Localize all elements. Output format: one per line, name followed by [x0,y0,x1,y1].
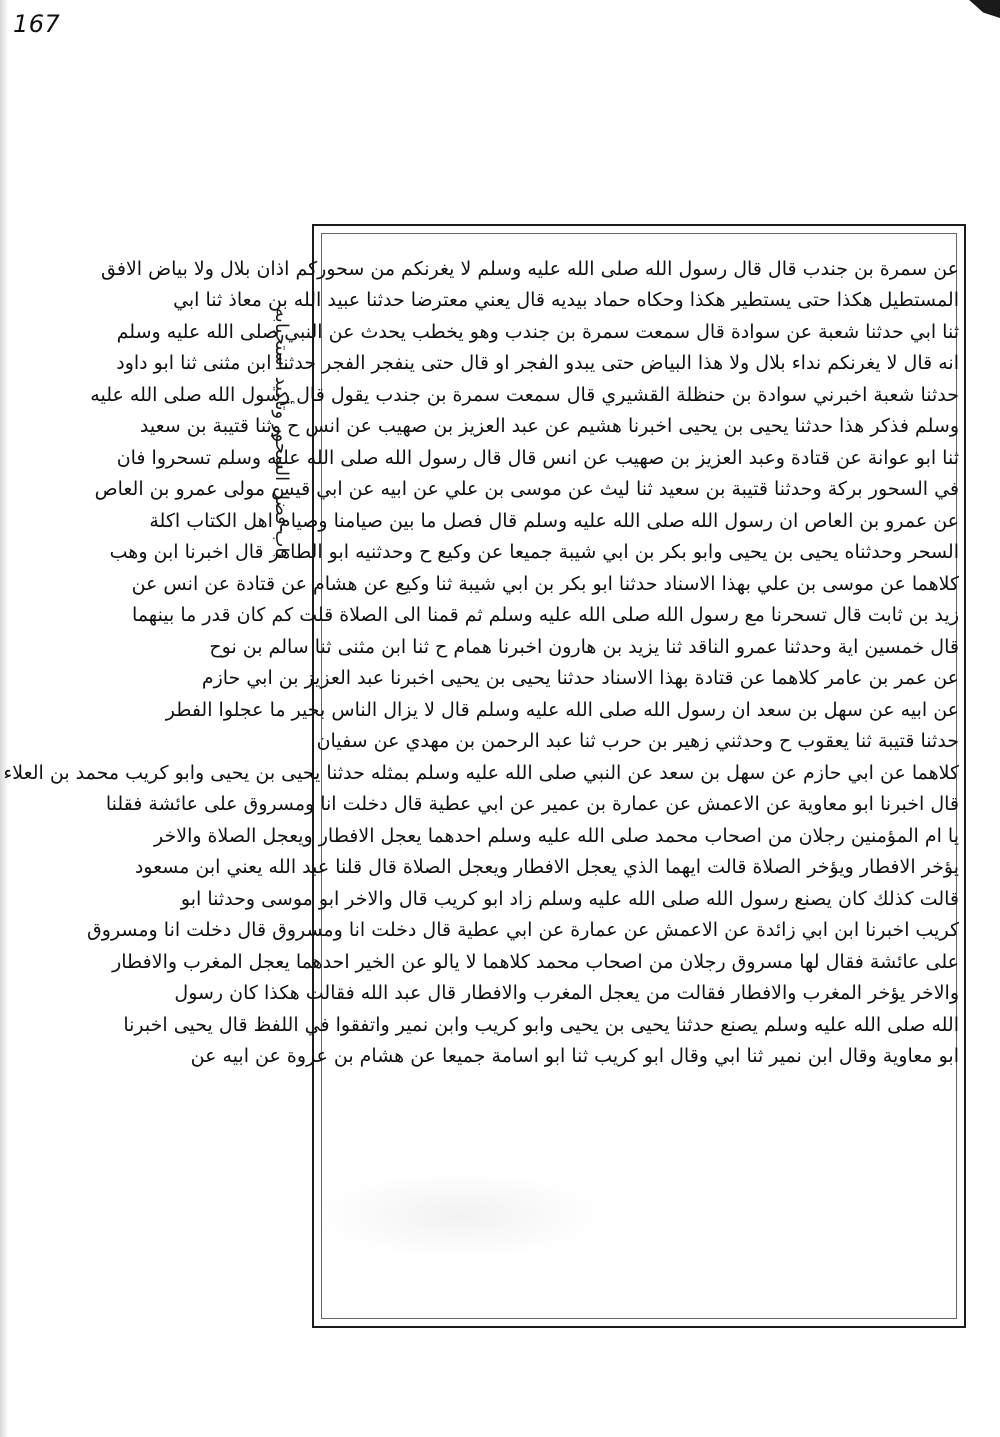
manuscript-line-21: قالت كذلك كان يصنع رسول الله صلى الله عليه وسلم زاد ابو كريب قال والاخر ابو موسى وحدثنا ابو [180,888,959,910]
manuscript-line-24: والاخر يؤخر المغرب والافطار فقالت من يعجل المغرب والافطار قال عبد الله فقالت هكذا كان رسول [174,982,959,1004]
page-number: 167 [13,10,61,38]
manuscript-line-15: عن ابيه عن سهل بن سعد ان رسول الله صلى الله عليه وسلم قال لا يزال الناس بخير ما عجلوا الفطر [165,699,959,721]
manuscript-line-11: كلاهما عن موسى بن علي بهذا الاسناد حدثنا ابو بكر بن ابي شيبة ثنا وكيع عن هشام عن قتادة عن انس عن [131,573,959,595]
manuscript-line-7: ثنا ابو عوانة عن قتادة وعبد العزيز بن صهيب عن انس قال قال رسول الله صلى الله عليه وسلم تسحروا فان [116,447,959,469]
manuscript-line-23: على عائشة فقال لها مسروق رجلان من اصحاب محمد كلاهما لا يالو عن الخير احدهما يعجل المغرب والافطار [112,951,959,973]
page-spine-edge [0,0,8,1437]
manuscript-line-5: حدثنا شعبة اخبرني سوادة بن حنظلة القشيري قال سمعت سمرة بن جندب يقول قال رسول الله صلى الله عليه [90,384,959,406]
manuscript-line-16: حدثنا قتيبة ثنا يعقوب ح وحدثني زهير بن حرب ثنا عبد الرحمن بن مهدي عن سفيان [316,730,959,752]
manuscript-line-12: زيد بن ثابت قال تسحرنا مع رسول الله صلى الله عليه وسلم ثم قمنا الى الصلاة قلت كم كان قدر ما بينهما [132,604,959,626]
manuscript-line-2: المستطيل هكذا حتى يستطير هكذا وحكاه حماد بيديه قال يعني معترضا حدثنا عبيد الله بن معاذ ثنا ابي [173,289,959,311]
manuscript-line-9: عن عمرو بن العاص ان رسول الله صلى الله عليه وسلم قال فصل ما بين صيامنا وصيام اهل الكتاب اكلة [149,510,959,532]
manuscript-line-22: كريب اخبرنا ابن ابي زائدة عن الاعمش عن عمارة عن ابي عطية قال دخلت انا ومسروق قال دخلت انا ومسروق [87,919,959,941]
manuscript-line-10: السحر وحدثناه يحيى بن يحيى وابو بكر بن ابي شيبة جميعا عن وكيع ح وحدثنيه ابو الطاهر قال اخبرنا ابن وهب [109,541,959,563]
margin-chapter-heading-text: باب فضل السحور وتأكيد استحبابه [271,308,292,558]
manuscript-line-17: كلاهما عن ابي حازم عن سهل بن سعد عن النبي صلى الله عليه وسلم بمثله حدثنا يحيى بن يحيى وابو كريب محمد بن العلاء [3,762,959,784]
manuscript-line-13: قال خمسين اية وحدثنا عمرو الناقد ثنا يزيد بن هارون اخبرنا همام ح ثنا ابن مثنى ثنا سالم بن نوح [209,636,959,658]
manuscript-line-14: عن عمر بن عامر كلاهما عن قتادة بهذا الاسناد حدثنا يحيى بن يحيى اخبرنا عبد العزيز بن ابي حازم [201,667,959,689]
scan-corner-mark [956,0,1000,18]
manuscript-line-3: ثنا ابي حدثنا شعبة عن سوادة قال سمعت سمرة بن جندب وهو يخطب يحدث عن النبي صلى الله عليه وسلم [116,321,959,343]
manuscript-line-1: عن سمرة بن جندب قال قال رسول الله صلى الله عليه وسلم لا يغرنكم من سحوركم اذان بلال ولا بياض الافق [101,258,959,280]
manuscript-line-4: انه قال لا يغرنكم نداء بلال ولا هذا البياض حتى يبدو الفجر او قال حتى ينفجر الفجر حدثنا ابن مثنى ثنا ابو داود [116,352,959,374]
manuscript-line-8: في السحور بركة وحدثنا قتيبة بن سعيد ثنا ليث عن موسى بن علي عن ابيه عن ابي قيس مولى عمرو بن العاص [94,478,959,500]
manuscript-line-19: يا ام المؤمنين رجلان من اصحاب محمد صلى الله عليه وسلم احدهما يعجل الافطار ويعجل الصلاة والاخر [154,825,959,847]
manuscript-line-6: وسلم فذكر هذا حدثنا يحيى بن يحيى اخبرنا هشيم عن عبد العزيز بن صهيب عن انس ح وثنا قتيبة بن سعيد [139,415,959,437]
manuscript-line-25: الله صلى الله عليه وسلم يصنع حدثنا يحيى بن يحيى وابو كريب وابن نمير واتفقوا في اللفظ قال يحيى اخبرنا [123,1014,959,1036]
manuscript-line-20: يؤخر الافطار ويؤخر الصلاة قالت ايهما الذي يعجل الافطار ويعجل الصلاة قال قلنا عبد الله يعني ابن مسعود [134,856,959,878]
manuscript-line-18: قال اخبرنا ابو معاوية عن الاعمش عن عمارة بن عمير عن ابي عطية قال دخلت انا ومسروق على عائشة فقلنا [105,793,959,815]
manuscript-line-26: ابو معاوية وقال ابن نمير ثنا ابي وقال ابو كريب ثنا ابو اسامة جميعا عن هشام بن عروة عن ابيه عن [190,1045,959,1067]
